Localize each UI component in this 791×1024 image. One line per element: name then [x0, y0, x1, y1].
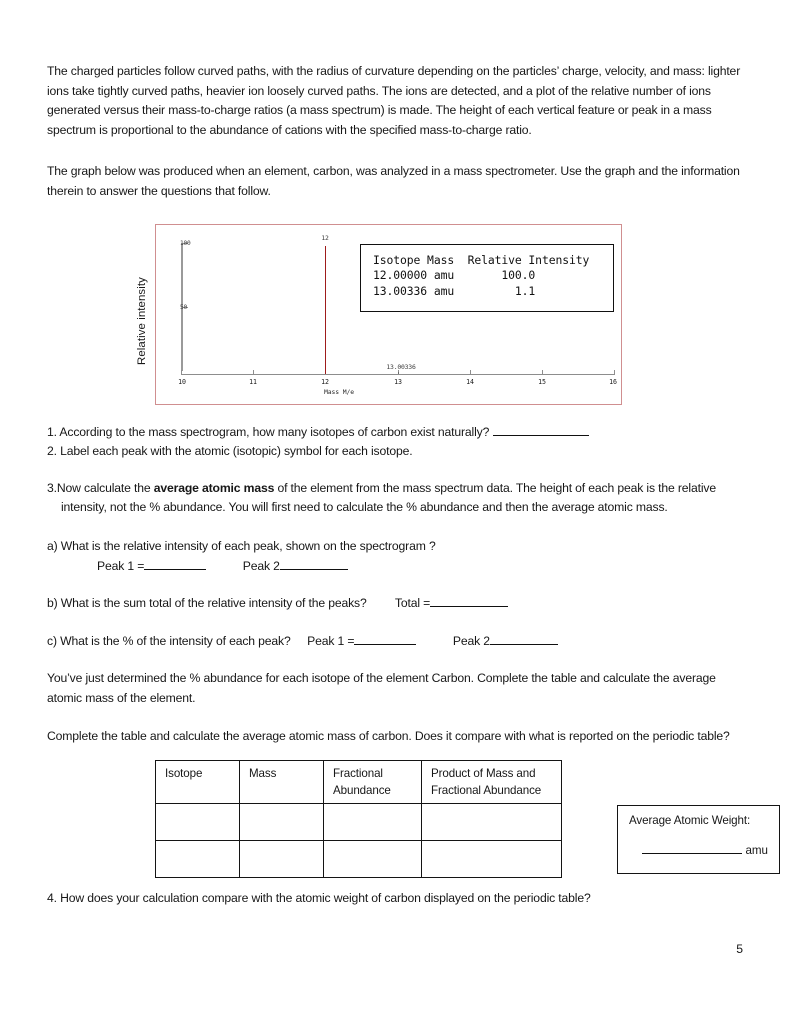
question-2: 2. Label each peak with the atomic (isotopic) symbol for each isotope.	[47, 444, 413, 459]
question-3-emphasis: average atomic mass	[153, 480, 275, 495]
chart-x-tick-10	[181, 370, 182, 374]
question-a-answers	[47, 557, 743, 577]
question-c-peak2-blank[interactable]	[490, 644, 558, 645]
question-b-total-blank[interactable]	[430, 606, 508, 607]
abundance-note-paragraph: You’ve just determined the % abundance for each isotope of the element Carbon. Complete the table and calculate the average atomic mass of the element.	[47, 671, 716, 705]
chart-x-axis-label: Mass M/e	[324, 387, 354, 396]
table-cell-isotope-2[interactable]	[156, 841, 240, 878]
table-cell-fractional-abundance-2[interactable]	[324, 841, 422, 878]
table-cell-mass-2[interactable]	[240, 841, 324, 878]
question-b	[47, 594, 743, 614]
table-header-mass: Mass	[240, 761, 324, 804]
chart-x-tick-label-12: 12	[321, 377, 329, 386]
question-a-peak1-label: Peak 1 =	[97, 558, 145, 573]
average-atomic-weight-answer	[629, 844, 768, 857]
chart-x-tick-label-15: 15	[538, 377, 546, 386]
table-cell-product-1[interactable]	[422, 804, 562, 841]
table-row	[156, 841, 562, 878]
chart-y-axis-label: Relative intensity	[136, 276, 148, 365]
table-cell-isotope-1[interactable]	[156, 804, 240, 841]
isotope-table-zone	[47, 760, 768, 875]
table-intro-paragraph: Complete the table and calculate the average atomic mass of carbon. Does it compare with what is reported on the periodic table?	[47, 728, 730, 743]
question-3-text-part1: 3.Now calculate the	[47, 480, 154, 495]
table-header-fractional-abundance: Fractional Abundance	[324, 761, 422, 804]
question-b-total-label: Total =	[394, 596, 431, 611]
mass-spectrum-chart	[136, 224, 622, 405]
question-4: 4. How does your calculation compare with the atomic weight of carbon displayed on the periodic table?	[47, 891, 591, 906]
table-header-isotope: Isotope	[156, 761, 240, 804]
chart-x-tick-13	[614, 370, 615, 374]
chart-y-tick-label-100: 100	[180, 239, 191, 247]
chart-x-tick-minor-1	[253, 370, 254, 374]
chart-legend-row-c12: 12.00000 amu 100.0	[373, 268, 536, 283]
question-a-peak2-label: Peak 2	[242, 558, 280, 573]
question-a-peak1-blank[interactable]	[144, 569, 206, 570]
chart-x-tick-minor-3	[542, 370, 543, 374]
chart-peak-mass-13	[398, 372, 399, 374]
chart-x-tick-label-14: 14	[466, 377, 474, 386]
table-header-row	[156, 761, 562, 804]
question-1	[47, 423, 743, 443]
question-b-text: b) What is the sum total of the relative intensity of the peaks?	[47, 596, 367, 611]
chart-legend-row-c13: 13.00336 amu 1.1	[373, 283, 536, 298]
chart-peak-label-12: 12	[321, 233, 329, 242]
average-atomic-weight-label: Average Atomic Weight:	[629, 814, 751, 828]
chart-x-axis	[181, 374, 615, 375]
table-cell-product-2[interactable]	[422, 841, 562, 878]
chart-x-tick-label-13: 13	[394, 377, 402, 386]
page-number: 5	[736, 942, 743, 956]
question-a: a) What is the relative intensity of each peak, shown on the spectrogram ?	[47, 538, 436, 553]
graph-intro-paragraph: The graph below was produced when an element, carbon, was analyzed in a mass spectrometer. Use the graph and the information therein to answer the questions that follow.	[47, 164, 740, 198]
question-c-peak1-label: Peak 1 =	[307, 633, 355, 648]
table-row	[156, 804, 562, 841]
chart-legend-header: Isotope Mass Relative Intensity	[373, 252, 590, 267]
question-1-answer-blank[interactable]	[493, 435, 589, 436]
average-atomic-weight-box	[617, 805, 780, 874]
question-3	[47, 479, 743, 518]
intro-paragraph: The charged particles follow curved paths, with the radius of curvature depending on the particles’ charge, velocity, and mass: lighter ions take tightly curved paths, heavier ion loosely curved paths. The ions are detected, and a plot of the relative number of ions generated versus their mass-to-charge ratios (a mass spectrum) is made. The height of each vertical feature or peak in a mass spectrum is proportional to the abundance of cations with the specified mass-to-charge ratio.	[47, 64, 741, 137]
question-1-text: 1. According to the mass spectrogram, how many isotopes of carbon exist naturally?	[47, 424, 490, 439]
question-3-text-part2: of the element from the mass spectrum data. The height of each peak is the relative intensity, not the % abundance. You will first need to calculate the % abundance and then the average atomic mass.	[61, 480, 716, 515]
chart-legend-table	[360, 244, 614, 312]
chart-peak-label-13: 13.00336	[386, 362, 416, 371]
question-c-text: c) What is the % of the intensity of each peak?	[47, 633, 291, 648]
question-c-peak1-blank[interactable]	[354, 644, 416, 645]
table-cell-mass-1[interactable]	[240, 804, 324, 841]
isotope-table	[155, 760, 562, 878]
chart-x-tick-label-11: 11	[249, 377, 257, 386]
chart-peak-mass-12	[325, 246, 326, 374]
question-c-peak2-label: Peak 2	[452, 633, 490, 648]
average-atomic-weight-unit: amu	[745, 844, 768, 858]
chart-x-tick-label-16: 16	[609, 377, 617, 386]
question-c	[47, 632, 743, 652]
chart-y-tick-label-50: 50	[180, 303, 188, 311]
chart-x-tick-12	[470, 370, 471, 374]
table-header-product: Product of Mass and Fractional Abundance	[422, 761, 562, 804]
average-atomic-weight-blank[interactable]	[642, 853, 742, 854]
table-cell-fractional-abundance-1[interactable]	[324, 804, 422, 841]
chart-x-tick-label-10: 10	[178, 377, 186, 386]
question-a-peak2-blank[interactable]	[280, 569, 348, 570]
